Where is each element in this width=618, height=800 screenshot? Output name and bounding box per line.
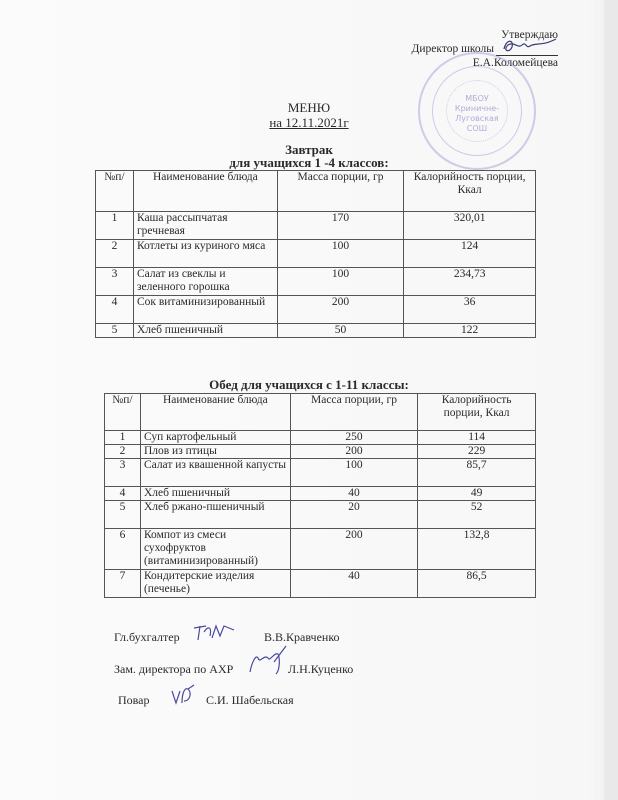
dish-name: Хлеб ржано-пшеничный: [140, 501, 290, 529]
table-row: [105, 459, 536, 487]
portion-calories: 132,8: [418, 529, 536, 570]
portion-mass: 40: [290, 570, 417, 598]
stamp-line: Луговская: [455, 114, 499, 123]
dish-name: Плов из птицы: [140, 445, 290, 459]
dish-name: Суп картофельный: [140, 431, 290, 445]
breakfast-table: [95, 170, 536, 338]
portion-calories: 114: [418, 431, 536, 445]
table-row: [105, 529, 536, 570]
row-number: 3: [96, 268, 134, 296]
column-header-mass: Масса порции, гр: [290, 394, 417, 431]
table-row: [105, 445, 536, 459]
menu-title: МЕНЮ: [287, 100, 331, 115]
portion-calories: 49: [418, 487, 536, 501]
portion-mass: 100: [277, 268, 404, 296]
row-number: 1: [105, 431, 141, 445]
dish-name: Салат из квашенной капусты: [140, 459, 290, 487]
director-name: Е.А.Коломейцева: [472, 57, 558, 69]
signature-scribble-icon: [190, 622, 238, 646]
portion-mass: 200: [277, 296, 404, 324]
table-row: [105, 570, 536, 598]
portion-mass: 100: [277, 240, 404, 268]
column-header-calories: Калорийность порции, Ккал: [404, 171, 536, 212]
dish-name: Хлеб пшеничный: [140, 487, 290, 501]
row-number: 5: [96, 324, 134, 338]
portion-calories: 86,5: [418, 570, 536, 598]
dish-name: Хлеб пшеничный: [133, 324, 277, 338]
row-number: 1: [96, 212, 134, 240]
table-row: [105, 431, 536, 445]
table-row: [96, 212, 536, 240]
row-number: 6: [105, 529, 141, 570]
table-header-row: [105, 394, 536, 431]
column-header-dish: Наименование блюда: [133, 171, 277, 212]
row-number: 2: [96, 240, 134, 268]
dish-name: Сок витаминизированный: [133, 296, 277, 324]
portion-mass: 200: [290, 529, 417, 570]
stamp-line: Криничне-: [454, 104, 500, 113]
portion-calories: 52: [418, 501, 536, 529]
portion-calories: 36: [404, 296, 536, 324]
signature-person: Л.Н.Куценко: [288, 662, 354, 676]
portion-mass: 170: [277, 212, 404, 240]
row-number: 4: [96, 296, 134, 324]
dish-name: Кондитерские изделия (печенье): [140, 570, 290, 598]
menu-date: на 12.11.2021г: [269, 115, 349, 130]
portion-mass: 100: [290, 459, 417, 487]
lunch-table: [104, 393, 536, 598]
portion-mass: 250: [290, 431, 417, 445]
column-header-mass: Масса порции, гр: [277, 171, 404, 212]
row-number: 3: [105, 459, 141, 487]
table-header-row: [96, 171, 536, 212]
row-number: 4: [105, 487, 141, 501]
row-number: 2: [105, 445, 141, 459]
signature-scribble-icon: [244, 644, 294, 678]
portion-calories: 320,01: [404, 212, 536, 240]
breakfast-title: Завтрак: [285, 142, 333, 157]
signature-role: Зам. директора по АХР: [114, 662, 234, 676]
signature-role: Гл.бухгалтер: [114, 630, 180, 644]
approve-label: Утверждаю: [501, 29, 558, 41]
breakfast-subtitle: для учащихся 1 -4 классов:: [229, 155, 389, 170]
signature-person: В.В.Кравченко: [264, 630, 340, 644]
portion-mass: 50: [277, 324, 404, 338]
portion-calories: 122: [404, 324, 536, 338]
column-header-number: №п/: [105, 394, 141, 431]
signature-person: С.И. Шабельская: [206, 693, 294, 707]
column-header-dish: Наименование блюда: [140, 394, 290, 431]
portion-calories: 124: [404, 240, 536, 268]
table-row: [96, 240, 536, 268]
table-row: [96, 268, 536, 296]
portion-mass: 20: [290, 501, 417, 529]
signature-role: Повар: [118, 693, 150, 707]
row-number: 7: [105, 570, 141, 598]
director-position: Директор школы: [411, 43, 494, 55]
column-header-calories: Калорийность порции, Ккал: [418, 394, 536, 431]
table-row: [105, 487, 536, 501]
portion-calories: 85,7: [418, 459, 536, 487]
portion-calories: 229: [418, 445, 536, 459]
signature-scribble-icon: [168, 683, 198, 707]
stamp-line: СОШ: [466, 124, 488, 133]
column-header-number: №п/: [96, 171, 134, 212]
dish-name: Компот из смеси сухофруктов (витаминизированный): [140, 529, 290, 570]
stamp-line: МБОУ: [465, 94, 489, 103]
dish-name: Каша рассыпчатая гречневая: [133, 212, 277, 240]
portion-mass: 200: [290, 445, 417, 459]
portion-mass: 40: [290, 487, 417, 501]
lunch-title: Обед для учащихся с 1-11 классы:: [209, 377, 409, 392]
director-signature: [496, 43, 558, 56]
dish-name: Салат из свеклы и зеленного горошка: [133, 268, 277, 296]
table-row: [96, 296, 536, 324]
dish-name: Котлеты из куриного мяса: [133, 240, 277, 268]
table-row: [96, 324, 536, 338]
row-number: 5: [105, 501, 141, 529]
portion-calories: 234,73: [404, 268, 536, 296]
table-row: [105, 501, 536, 529]
